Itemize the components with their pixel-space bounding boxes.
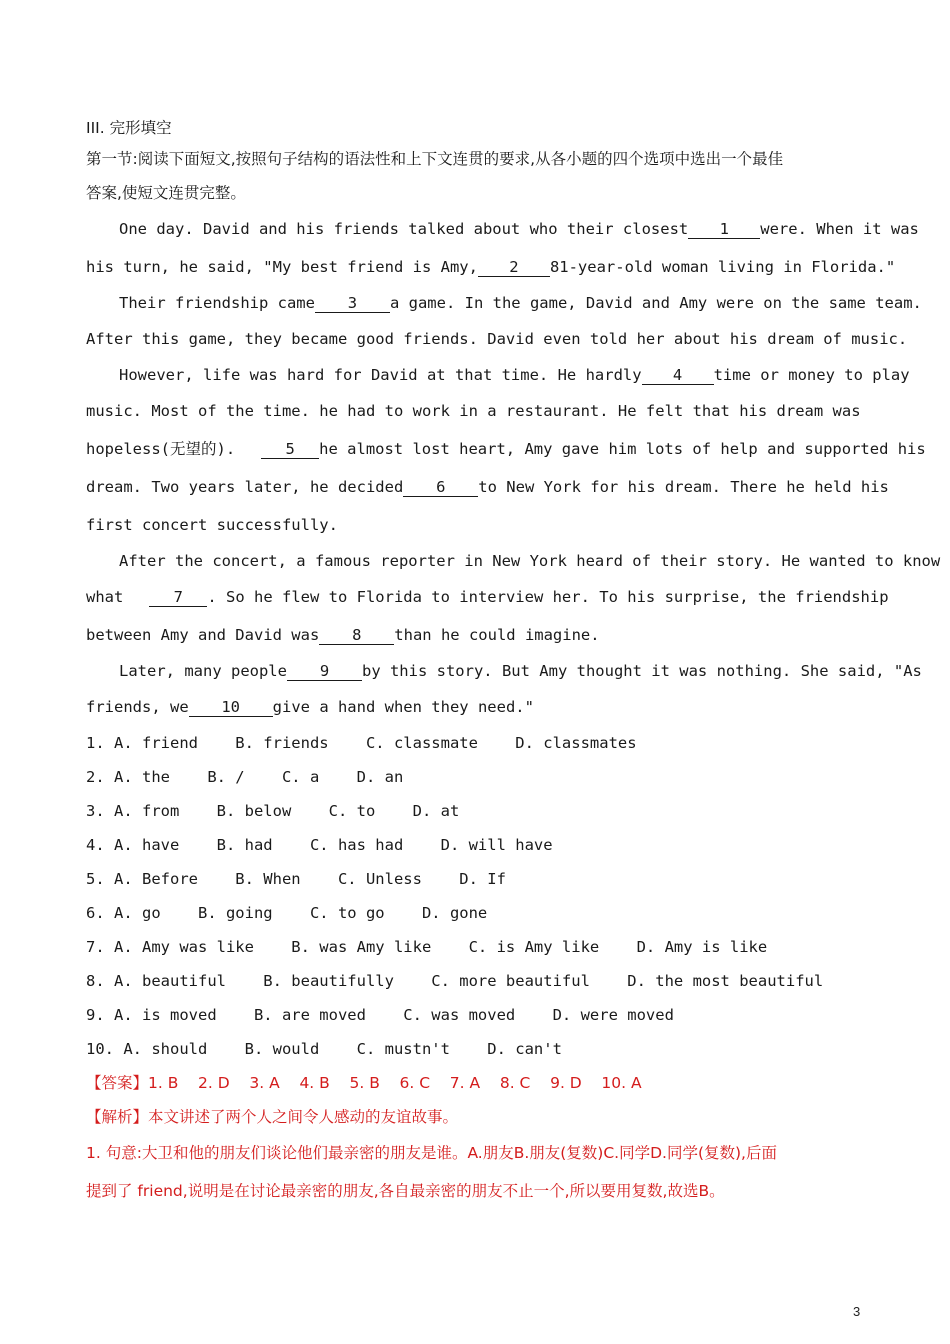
- blank-1: 1: [688, 221, 760, 239]
- passage-text: between Amy and David was: [86, 626, 320, 644]
- passage-text: friends, we: [86, 698, 189, 716]
- option-line: 2. A. the B. / C. a D. an: [86, 768, 404, 786]
- passage-text: Later, many people: [119, 662, 287, 680]
- option-line: 6. A. go B. going C. to go D. gone: [86, 904, 488, 922]
- passage-text: After the concert, a famous reporter in New York heard of their story. He wanted to know: [119, 552, 941, 570]
- passage-text: Their friendship came: [119, 294, 315, 312]
- passage-line: [86, 544, 941, 578]
- option-line: 9. A. is moved B. are moved C. was moved D. were moved: [86, 1006, 674, 1024]
- passage-text: hopeless(无望的).: [86, 440, 236, 458]
- passage-line: [86, 468, 889, 506]
- passage-text: One day. David and his friends talked about who their closest: [119, 220, 689, 238]
- blank-7: 7: [149, 589, 207, 607]
- worksheet-page: [86, 114, 941, 1210]
- blank-10: 10: [189, 699, 273, 717]
- instruction-line: 答案,使短文连贯完整。: [86, 184, 246, 202]
- passage-line: [86, 392, 861, 430]
- blank-3: 3: [315, 295, 390, 313]
- option-line: 4. A. have B. had C. has had D. will have: [86, 836, 553, 854]
- passage-text: to New York for his dream. There he held his: [478, 478, 889, 496]
- passage-text: After this game, they became good friends. David even told her about his dream of music.: [86, 330, 908, 348]
- passage-text: music. Most of the time. he had to work in a restaurant. He felt that his dream was: [86, 402, 861, 420]
- passage-text: give a hand when they need.": [272, 698, 534, 716]
- option-line: 1. A. friend B. friends C. classmate D. classmates: [86, 734, 637, 752]
- blank-6: 6: [403, 479, 478, 497]
- blank-2: 2: [478, 259, 550, 277]
- passage-line: [86, 506, 861, 544]
- passage-text: his turn, he said, "My best friend is Amy,: [86, 258, 478, 276]
- option-line: 3. A. from B. below C. to D. at: [86, 802, 460, 820]
- passage-line: [86, 320, 908, 358]
- passage-text: However, life was hard for David at that time. He hardly: [119, 366, 642, 384]
- passage-text: time or money to play: [713, 366, 910, 384]
- page-number: 3: [853, 1304, 861, 1319]
- passage-text: he almost lost heart, Amy gave him lots of help and supported his: [319, 440, 926, 458]
- passage-line: [86, 210, 919, 248]
- passage-line: [86, 616, 861, 654]
- passage-text: what: [86, 588, 124, 606]
- explanation-line: 1. 句意:大卫和他的朋友们谈论他们最亲密的朋友是谁。A.朋友B.朋友(复数)C.同学D.同学(复数),后面: [86, 1144, 777, 1162]
- blank-5: 5: [261, 441, 319, 459]
- blank-8: 8: [319, 627, 394, 645]
- explanation-line: 提到了 friend,说明是在讨论最亲密的朋友,各自最亲密的朋友不止一个,所以要用复数,故选B。: [86, 1182, 725, 1200]
- analysis-summary: 【解析】本文讲述了两个人之间令人感动的友谊故事。: [86, 1108, 459, 1126]
- passage-line: [86, 358, 910, 392]
- passage-text: dream. Two years later, he decided: [86, 478, 404, 496]
- section-title: III. 完形填空: [86, 119, 172, 137]
- passage-text: 81-year-old woman living in Florida.": [549, 258, 896, 276]
- option-line: 7. A. Amy was like B. was Amy like C. is Amy like D. Amy is like: [86, 938, 768, 956]
- passage-text: a game. In the game, David and Amy were on the same team.: [389, 294, 922, 312]
- blank-4: 4: [642, 367, 714, 385]
- passage-text: than he could imagine.: [394, 626, 600, 644]
- passage-text: were. When it was: [760, 220, 919, 238]
- passage-text: first concert successfully.: [86, 516, 338, 534]
- option-line: 5. A. Before B. When C. Unless D. If: [86, 870, 506, 888]
- passage-line: [86, 654, 922, 688]
- instruction-line: 第一节:阅读下面短文,按照句子结构的语法性和上下文连贯的要求,从各小题的四个选项中选出一个最佳: [86, 150, 784, 168]
- passage-line: [86, 578, 889, 616]
- option-line: 8. A. beautiful B. beautifully C. more beautiful D. the most beautiful: [86, 972, 824, 990]
- passage-text: by this story. But Amy thought it was nothing. She said, "As: [361, 662, 922, 680]
- passage-line: [86, 286, 922, 320]
- passage-line: [86, 430, 926, 468]
- passage-line: [86, 248, 896, 286]
- answer-key: 【答案】1. B 2. D 3. A 4. B 5. B 6. C 7. A 8. C 9. D 10. A: [86, 1074, 642, 1092]
- option-line: 10. A. should B. would C. mustn't D. can't: [86, 1040, 562, 1058]
- blank-9: 9: [287, 663, 362, 681]
- passage-line: [86, 688, 861, 726]
- passage-text: . So he flew to Florida to interview her. To his surprise, the friendship: [207, 588, 889, 606]
